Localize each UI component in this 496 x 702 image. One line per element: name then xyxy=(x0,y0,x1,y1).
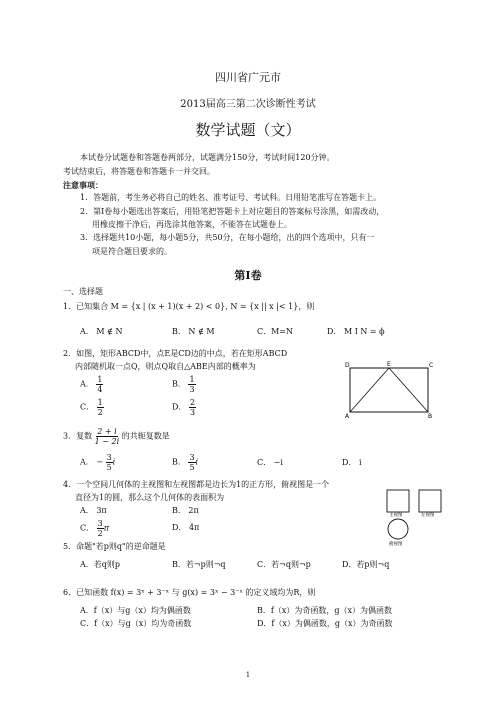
top-view-label: 俯视图 xyxy=(389,542,403,546)
top-view-circle xyxy=(388,519,408,539)
q1-option-d: D． M I N = ϕ xyxy=(327,327,385,336)
q3-stem xyxy=(63,427,170,446)
q2-option-b-fraction xyxy=(188,375,195,394)
denominator: 3 xyxy=(189,385,195,394)
intro-line-1: 本试卷分试题卷和答题卷两部分，试题满分150分，考试时间120分钟。 xyxy=(80,153,335,162)
q5-option-d: D．若p则¬q xyxy=(342,560,390,569)
q6-stem: 6．已知函数 f(x) = 3ˣ + 3⁻ˣ 与 g(x) = 3ˣ − 3⁻ˣ 的定义域均为R，则 xyxy=(63,588,316,597)
province-title: 四川省广元市 xyxy=(215,71,281,84)
q2-option-d-label: D． xyxy=(172,402,187,412)
q5-stem: 5．命题"若p则q"的逆命题是 xyxy=(63,542,166,551)
q6-option-c: C．f（x）与g（x）均为奇函数 xyxy=(80,619,192,628)
q3-option-b-label: B． xyxy=(172,457,186,467)
notice-1: 1．答题前，考生务必将自己的姓名、准考证号、考试科。日用铅笔准写在答题卡上。 xyxy=(80,193,382,202)
q6-option-d: D．f（x）为偶函数，g（x）为奇函数 xyxy=(257,619,393,628)
denominator: 1 − 2i xyxy=(94,437,120,446)
subject-title: 数学试题（文） xyxy=(195,121,301,139)
q2-option-b xyxy=(172,375,196,394)
q6-option-a: A．f（x）与g（x）均为偶函数 xyxy=(80,606,191,615)
q2-option-c xyxy=(80,398,104,417)
q3-option-a xyxy=(80,453,115,472)
notice-2-cont: 用橡皮擦干净后，再选涂其他答案，不能答在试题卷上。 xyxy=(92,220,292,229)
q3-option-a-label: A． xyxy=(80,457,94,467)
label-b: B xyxy=(428,413,433,418)
q3-option-b-fraction xyxy=(188,453,195,472)
q1-option-a: A． M ∉ N xyxy=(80,327,123,336)
side-view-label: 左视图 xyxy=(421,513,435,518)
part-title: 一、选择题 xyxy=(63,287,103,296)
q2-option-d xyxy=(172,398,196,417)
denominator: 5 xyxy=(189,463,195,472)
rectangle-abcd-figure xyxy=(344,360,434,418)
q4-option-c-label: C． xyxy=(80,523,95,533)
segment-ae xyxy=(350,368,389,412)
denominator: 2 xyxy=(97,529,103,538)
q2-option-a-fraction xyxy=(96,375,103,394)
notice-2: 2．第I卷每小题选出答案后，用铅笔把答题卡上对应题目的答案标号涂黑，如需改动， xyxy=(80,207,385,216)
q2-option-d-fraction xyxy=(189,398,196,417)
q4-option-b: B． 2π xyxy=(172,506,199,515)
q2-option-a-label: A． xyxy=(80,379,94,389)
q4-option-a: A． 3π xyxy=(80,506,107,515)
numerator: 2 + i xyxy=(97,427,117,436)
q4-option-c-fraction xyxy=(97,519,104,538)
q4-stem-2: 直径为1的圆，那么这个几何体的表面积为 xyxy=(75,493,225,502)
q4-option-c-unit: π xyxy=(103,523,110,533)
numerator: 3 xyxy=(189,453,195,462)
three-view-figure xyxy=(385,488,445,546)
denominator: 4 xyxy=(97,385,103,394)
label-c: C xyxy=(429,362,434,369)
notice-3-cont: 项是符合题目要求的。 xyxy=(92,247,172,256)
q4-option-c xyxy=(80,519,109,538)
side-view-square xyxy=(419,490,441,512)
numerator: 3 xyxy=(97,519,103,528)
q3-option-c: C． −i xyxy=(257,458,283,467)
exam-title: 2013届高三第二次诊断性考试 xyxy=(180,99,316,110)
q3-fraction xyxy=(95,427,120,446)
q4-stem-1: 4．一个空间几何体的主视图和左视图都是边长为1的正方形，俯视图是一个 xyxy=(63,480,330,489)
q2-option-c-fraction xyxy=(97,398,104,417)
numerator: 1 xyxy=(189,375,195,384)
q2-stem-1: 2．如图，矩形ABCD中，点E是CD边的中点，若在矩形ABCD xyxy=(63,349,288,358)
page-number: 1 xyxy=(245,671,251,679)
q2-option-b-label: B． xyxy=(172,379,186,389)
segment-be xyxy=(389,368,428,412)
q5-option-c: C．若¬q则¬p xyxy=(257,560,311,569)
notice-3: 3．选择题共10小题，每小题5分，共50分，在每小题给，出的四个选项中，只有一 xyxy=(80,233,375,242)
q3-option-d: D． i xyxy=(342,458,362,467)
denominator: 5 xyxy=(106,463,112,472)
label-d: D xyxy=(345,362,350,369)
q3-option-a-fraction xyxy=(106,453,113,472)
q3-option-a-unit: i xyxy=(112,457,116,467)
q3-option-a-sign: − xyxy=(96,457,104,467)
q5-option-b: B．若¬p则¬q xyxy=(172,560,226,569)
notice-title: 注意事项： xyxy=(63,180,103,190)
q1-option-c: C．M=N xyxy=(257,327,294,336)
intro-line-2: 考试结束后，将答题卷和答题卡一并交回。 xyxy=(63,167,215,176)
q2-stem-2: 内部随机取一点Q，则点Q取自△ABE内部的概率为 xyxy=(75,362,256,371)
numerator: 1 xyxy=(97,375,103,384)
q2-option-a xyxy=(80,375,103,394)
label-a: A xyxy=(345,413,350,418)
section-title: 第I卷 xyxy=(234,269,262,282)
numerator: 2 xyxy=(189,398,196,407)
q3-stem-pre: 3．复数 xyxy=(63,431,93,441)
numerator: 1 xyxy=(97,398,103,407)
q3-stem-post: 的共轭复数是 xyxy=(121,431,170,441)
q2-option-c-label: C． xyxy=(80,402,95,412)
q6-option-b: B．f（x）为奇函数，g（x）为偶函数 xyxy=(257,606,392,615)
q1-stem: 1．已知集合 M = {x | (x + 1)(x + 2) < 0}, N = {x || x |< 1}，则 xyxy=(63,302,315,311)
denominator: 2 xyxy=(97,408,103,417)
q1-option-b: B． N ∉ M xyxy=(172,327,215,336)
front-view-label: 主视图 xyxy=(389,513,403,518)
front-view-square xyxy=(387,490,409,512)
q3-option-b-unit: i xyxy=(195,457,199,467)
q4-option-d: D． 4π xyxy=(172,523,200,532)
numerator: 3 xyxy=(106,453,112,462)
label-e: E xyxy=(387,361,391,368)
denominator: 3 xyxy=(189,408,196,417)
q5-option-a: A．若q则p xyxy=(80,560,121,569)
rectangle-abcd xyxy=(350,368,428,412)
q3-option-b xyxy=(172,453,198,472)
